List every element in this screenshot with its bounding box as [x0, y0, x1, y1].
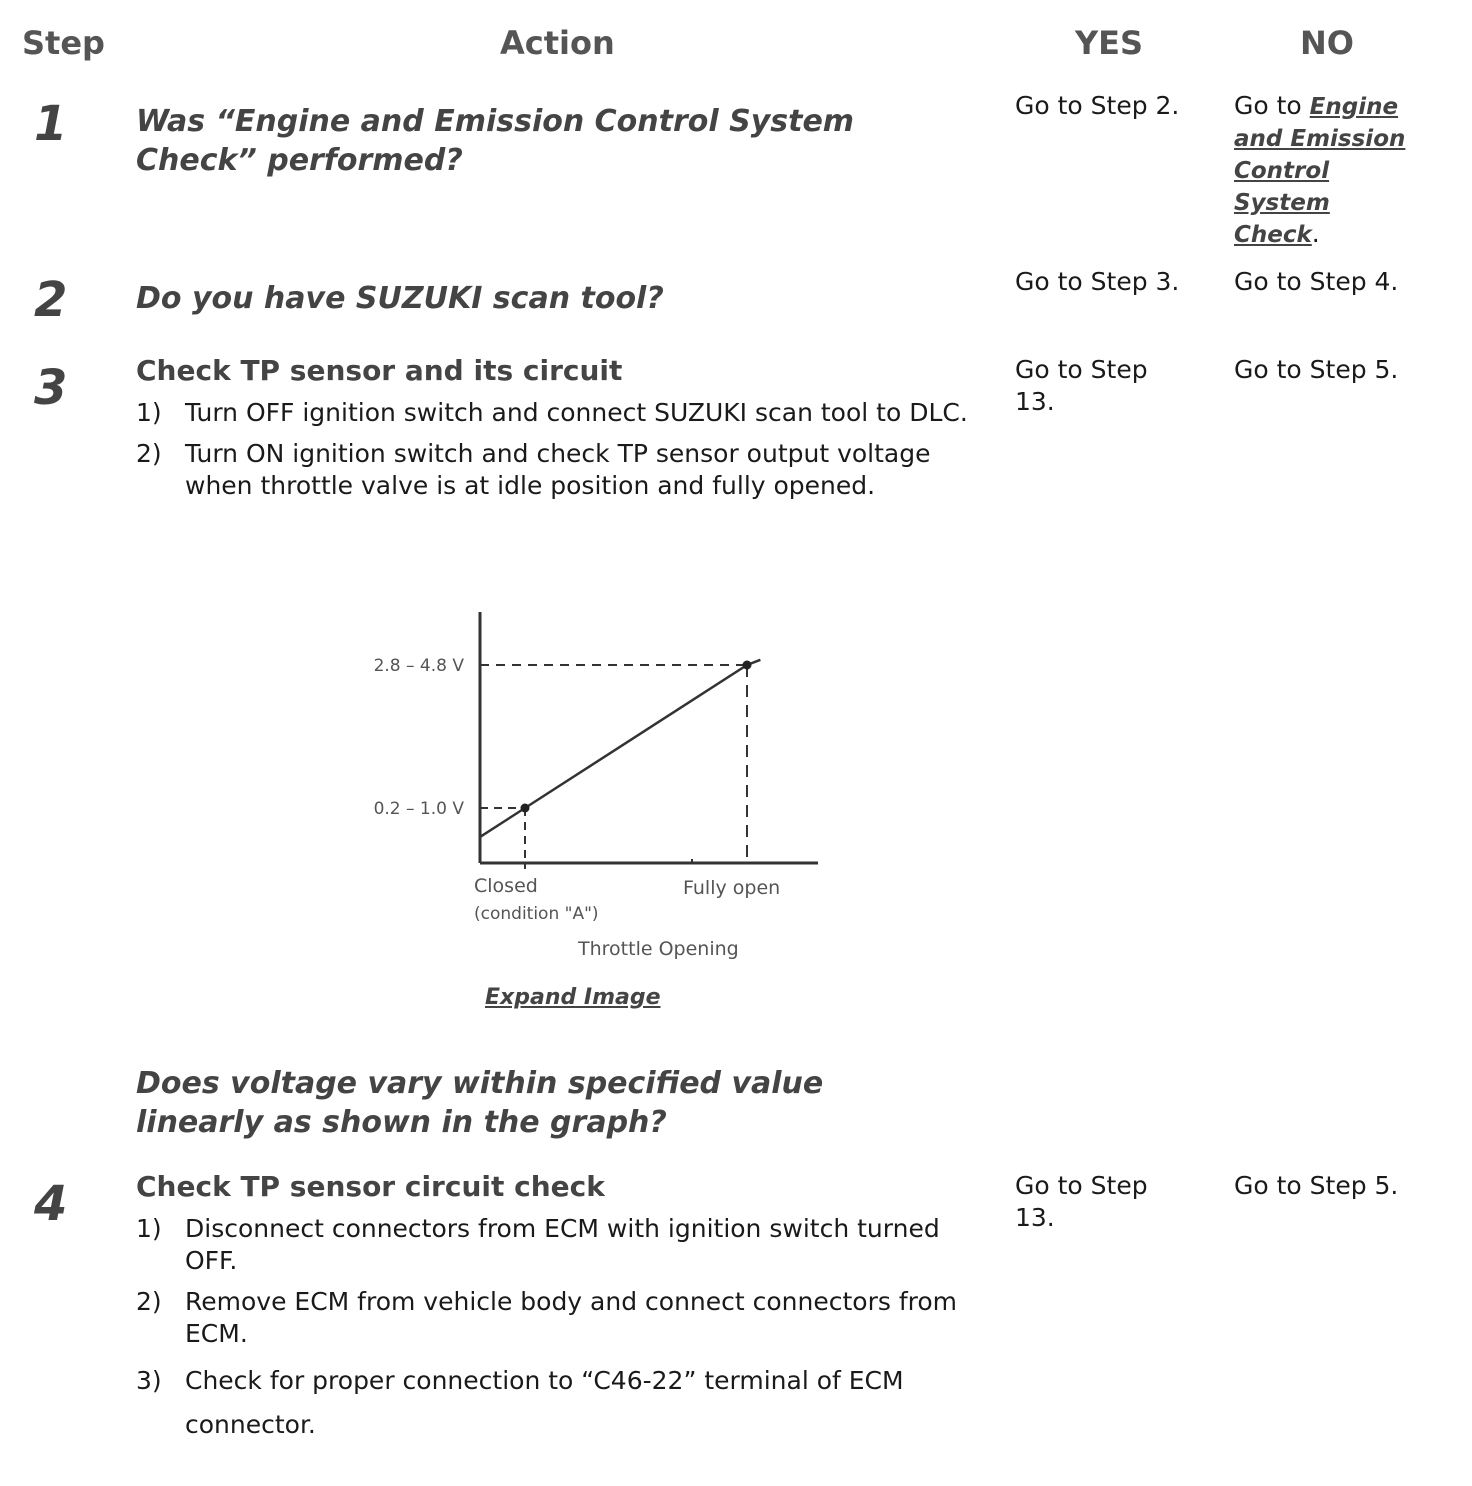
step-number-2: 2	[34, 272, 68, 328]
tp-sensor-voltage-chart	[340, 600, 840, 980]
step-4-title: Check TP sensor circuit check	[136, 1170, 605, 1203]
engine-emission-check-link[interactable]: Engine and Emission Control System Check	[1234, 94, 1406, 248]
step-1-yes: Go to Step 2.	[1015, 91, 1180, 120]
step-4-instructions	[136, 1213, 976, 1456]
chart-svg	[340, 600, 840, 980]
list-item: 1) Disconnect connectors from ECM with ignition switch turned OFF.	[136, 1214, 940, 1275]
step-3-no: Go to Step 5.	[1234, 355, 1399, 384]
step-3-question-line-2: linearly as shown in the graph?	[136, 1105, 667, 1140]
list-item: 2) Remove ECM from vehicle body and connect connectors from ECM.	[136, 1287, 958, 1348]
step-3-instructions	[136, 397, 976, 511]
data-point-2	[743, 661, 752, 670]
step-4-no: Go to Step 5.	[1234, 1171, 1399, 1200]
header-action: Action	[500, 24, 615, 62]
step-number-3: 3	[34, 360, 68, 416]
list-item: 3) Check for proper connection to “C46-22” terminal of ECM connector.	[136, 1366, 904, 1439]
data-point-1	[521, 804, 530, 813]
step-1-question-line-1: Was “Engine and Emission Control System	[136, 104, 855, 139]
step-number-1: 1	[34, 96, 68, 152]
expand-image-link[interactable]: Expand Image	[485, 985, 661, 1010]
step-3-question	[136, 1064, 823, 1142]
step-3-title: Check TP sensor and its circuit	[136, 354, 623, 387]
step-2-no: Go to Step 4.	[1234, 267, 1399, 296]
step-1-question	[136, 102, 854, 180]
step-number-4: 4	[34, 1176, 68, 1232]
header-step: Step	[22, 24, 105, 62]
step-3-yes: Go to Step 13.	[1015, 355, 1148, 416]
x-tick-label-fully-open: Fully open	[683, 877, 781, 899]
y-tick-label: 0.2 – 1.0 V	[373, 799, 464, 819]
list-item: 2) Turn ON ignition switch and check TP sensor output voltage when throttle valve is at idle position and fully opened.	[136, 439, 931, 500]
x-axis-title: Throttle Opening	[578, 938, 739, 960]
step-1-no-prefix: Go to	[1234, 91, 1310, 120]
x-tick-label-condition: (condition "A")	[474, 904, 599, 924]
header-no: NO	[1300, 24, 1354, 62]
y-tick-label: 2.8 – 4.8 V	[373, 656, 464, 676]
step-1-no	[1234, 90, 1464, 250]
list-item: 1) Turn OFF ignition switch and connect SUZUKI scan tool to DLC.	[136, 398, 968, 427]
step-1-question-line-2: Check” performed?	[136, 143, 463, 178]
step-2-yes: Go to Step 3.	[1015, 267, 1180, 296]
step-3-question-line-1: Does voltage vary within specified value	[136, 1066, 824, 1101]
step-1-no-suffix: .	[1311, 219, 1320, 248]
header-yes: YES	[1075, 24, 1144, 62]
x-tick-label-closed: Closed	[474, 875, 538, 897]
step-2-question: Do you have SUZUKI scan tool?	[136, 281, 664, 316]
step-4-yes: Go to Step 13.	[1015, 1171, 1148, 1232]
